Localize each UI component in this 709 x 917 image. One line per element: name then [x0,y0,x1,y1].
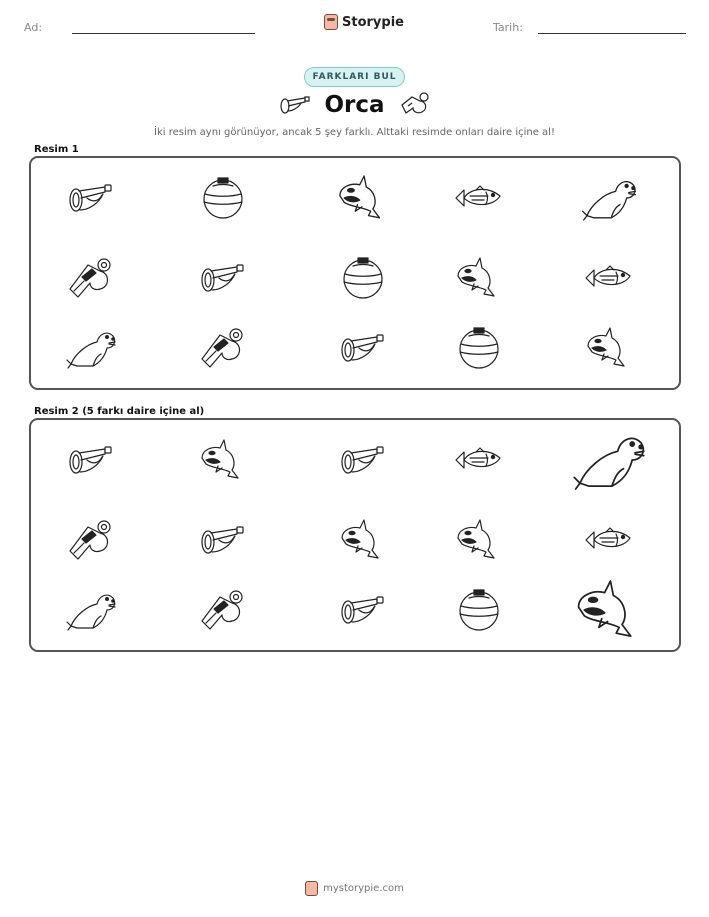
trumpet-icon [191,252,255,304]
picture-2-panel[interactable] [29,418,681,652]
seal-icon[interactable] [59,584,123,636]
whistle-icon [191,322,255,374]
orca-icon[interactable] [563,572,656,647]
picture-1-panel [29,156,681,390]
trumpet-icon[interactable] [59,434,123,486]
brand-name: Storypie [342,14,404,30]
storypie-logo-icon [324,14,338,30]
seal-icon [59,322,123,374]
buoy-icon[interactable] [447,584,511,636]
fish-icon [577,252,641,304]
footer [0,881,709,896]
picture-1-label: Resim 1 [34,144,79,155]
seal-icon [574,169,644,226]
date-line[interactable] [538,33,686,34]
whistle-icon[interactable] [59,514,123,566]
worksheet-instructions: İki resim aynı görünüyor, ancak 5 şey farklı. Alttaki resimde onları daire içine al! [154,127,555,138]
trumpet-icon [331,322,395,374]
whistle-icon [398,91,432,121]
brand-logo [324,14,404,30]
fish-icon[interactable] [447,434,511,486]
trumpet-icon [59,172,123,224]
fish-icon[interactable] [577,514,641,566]
orca-icon[interactable] [191,434,255,486]
buoy-icon [447,322,511,374]
whistle-icon[interactable] [191,584,255,636]
date-label: Tarih: [493,21,523,34]
worksheet-type-badge: FARKLARI BUL [304,67,405,87]
trumpet-icon[interactable] [331,434,395,486]
name-label: Ad: [24,21,43,34]
orca-icon[interactable] [331,514,395,566]
footer-site[interactable]: mystorypie.com [323,883,404,894]
whistle-icon [59,252,123,304]
picture-2-label: Resim 2 (5 farkı daire içine al) [34,406,205,417]
orca-icon [577,322,641,374]
worksheet-title: Orca [324,92,385,118]
trumpet-icon[interactable] [331,584,395,636]
orca-icon [447,252,511,304]
name-line[interactable] [72,33,255,34]
seal-icon[interactable] [563,422,656,497]
fish-icon [447,172,511,224]
orca-icon[interactable] [447,514,511,566]
buoy-icon [191,172,255,224]
storypie-logo-icon [305,881,318,896]
trumpet-icon[interactable] [191,514,255,566]
orca-icon [328,169,398,226]
buoy-icon [331,252,395,304]
